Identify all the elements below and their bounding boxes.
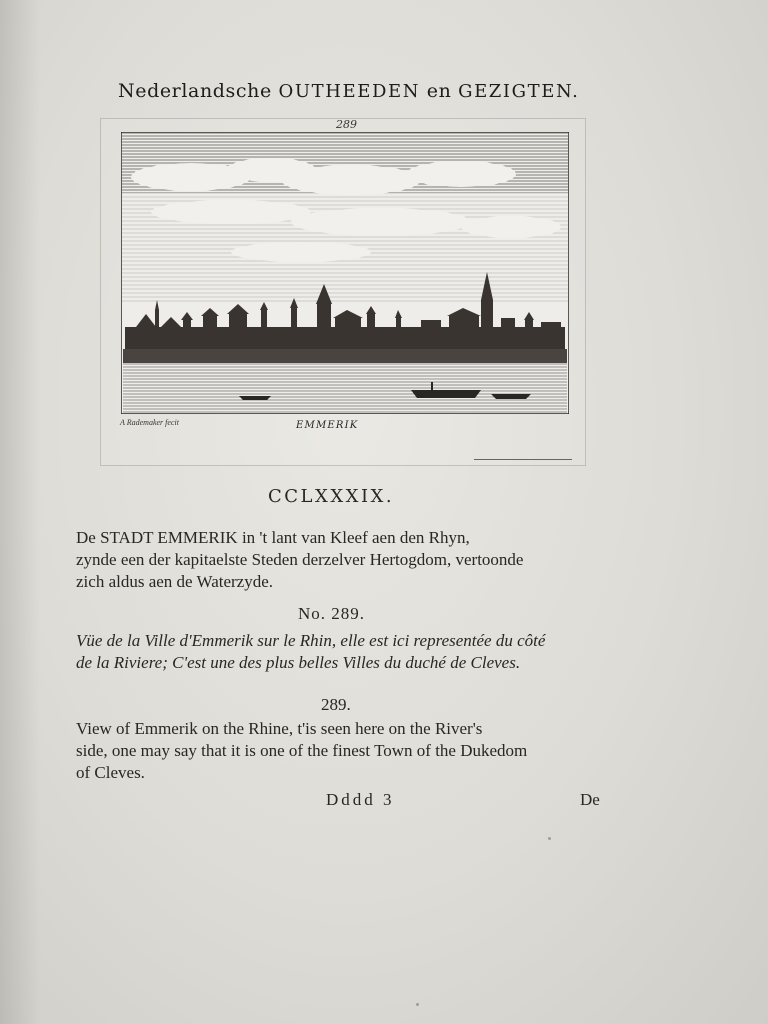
plate-rule — [474, 459, 572, 460]
dutch-line: zich aldus aen de Waterzyde. — [76, 572, 274, 591]
header-mid: en — [420, 80, 459, 102]
river-water — [123, 363, 567, 413]
engraver-credit: A Rademaker fecit — [120, 418, 179, 427]
catchword: De — [580, 790, 600, 809]
header-prefix: Nederlandsche — [118, 80, 279, 102]
river-bank — [123, 349, 567, 363]
foxing-spot — [548, 837, 551, 840]
signature-mark: Dddd 3 — [326, 790, 395, 809]
french-number: No. 289. — [298, 604, 366, 623]
header-caps-2: GEZIGTEN. — [458, 81, 580, 102]
english-line: side, one may say that it is one of the finest Town of the Dukedom — [76, 741, 528, 760]
header-caps-1: OUTHEEDEN — [278, 81, 421, 102]
french-paragraph — [76, 630, 616, 674]
french-line: Vüe de la Ville d'Emmerik sur le Rhin, elle est ici representée du côté — [76, 631, 546, 650]
dutch-line: De STADT EMMERIK in 't lant van Kleef aen den Rhyn, — [76, 528, 470, 547]
english-paragraph — [76, 718, 616, 784]
section-numeral: CCLXXXIX. — [268, 486, 395, 507]
french-line: de la Riviere; C'est une des plus belles Villes du duché de Cleves. — [76, 653, 521, 672]
dutch-paragraph — [76, 527, 616, 593]
english-line: of Cleves. — [76, 763, 145, 782]
dutch-line: zynde een der kapitaelste Steden derzelver Hertogdom, vertoonde — [76, 550, 524, 569]
english-number: 289. — [321, 695, 351, 714]
plate-title: EMMERIK — [296, 420, 359, 431]
plate-number: 289 — [336, 118, 357, 131]
page-edge-shadow — [0, 0, 40, 1024]
engraving-emmerik-view — [121, 132, 569, 414]
running-header — [118, 80, 578, 102]
foxing-spot — [416, 1003, 419, 1006]
english-line: View of Emmerik on the Rhine, t'is seen here on the River's — [76, 719, 483, 738]
